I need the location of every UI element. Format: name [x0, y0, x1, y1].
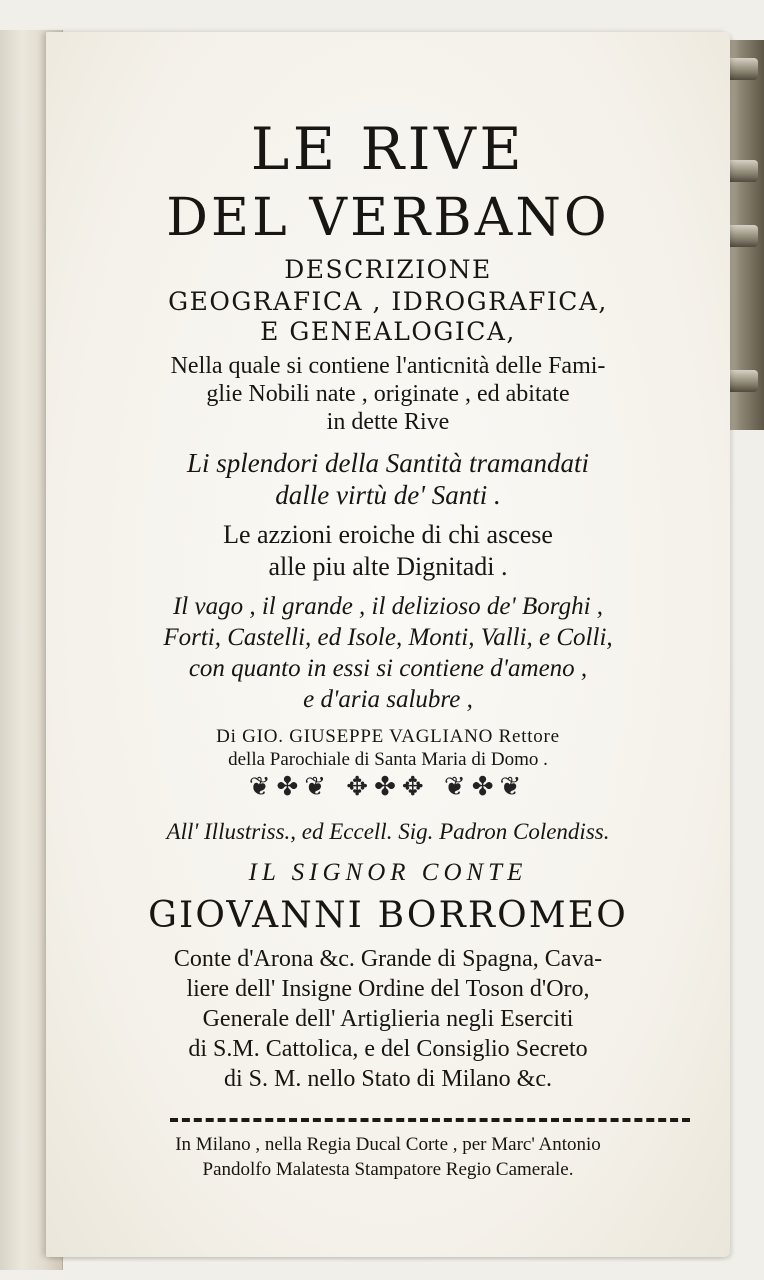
ornament-band: ❦✤❦ ✥✤✥ ❦✤❦	[248, 772, 528, 802]
title-line-2: DEL VERBANO	[166, 188, 610, 248]
dedicatee-name: GIOVANNI BORROMEO	[148, 895, 628, 936]
places-line-1: Il vago , il grande , il delizioso de' Borghi ,	[172, 593, 604, 620]
titles-line-5: di S. M. nello Stato di Milano &c.	[224, 1066, 552, 1092]
author-line-1: Di GIO. GIUSEPPE VAGLIANO Rettore	[216, 726, 560, 747]
actions-line-2: alle piu alte Dignitadi .	[268, 552, 508, 581]
places-line-3: con quanto in essi si contiene d'ameno ,	[188, 655, 588, 682]
subtitle-line-3: E GENEALOGICA,	[260, 317, 516, 346]
title-line-1: LE RIVE	[250, 115, 526, 183]
saints-line-1: Li splendori della Santità tramandati	[186, 448, 590, 478]
subtitle-line-2: GEOGRAFICA , IDROGRAFICA,	[168, 287, 608, 316]
title-page	[46, 32, 730, 1257]
dedication-line-1: All' Illustriss., ed Eccell. Sig. Padron Colendiss.	[166, 819, 610, 844]
subtitle-line-1: DESCRIZIONE	[284, 255, 492, 284]
divider-rule	[170, 1118, 690, 1122]
description-line-3: in dette Rive	[326, 409, 450, 435]
titles-line-4: di S.M. Cattolica, e del Consiglio Secreto	[188, 1036, 588, 1062]
description-line-2: glie Nobili nate , originate , ed abitate	[206, 381, 570, 407]
actions-line-1: Le azzioni eroiche di chi ascese	[223, 520, 553, 549]
places-line-4: e d'aria salubre ,	[303, 686, 473, 713]
titles-line-1: Conte d'Arona &c. Grande di Spagna, Cava-	[173, 946, 603, 972]
titles-line-3: Generale dell' Artiglieria negli Eserciti	[202, 1006, 574, 1032]
places-line-2: Forti, Castelli, ed Isole, Monti, Valli, e Colli,	[163, 624, 613, 651]
saints-line-2: dalle virtù de' Santi .	[275, 480, 501, 510]
imprint-line-2: Pandolfo Malatesta Stampatore Regio Camerale.	[202, 1159, 574, 1180]
author-line-2: della Parochiale di Santa Maria di Domo .	[228, 749, 548, 770]
titles-line-2: liere dell' Insigne Ordine del Toson d'Oro,	[186, 976, 590, 1002]
imprint-line-1: In Milano , nella Regia Ducal Corte , per Marc' Antonio	[175, 1134, 601, 1155]
description-line-1: Nella quale si contiene l'anticnità delle Fami-	[170, 353, 606, 379]
dedication-line-2: IL SIGNOR CONTE	[248, 859, 528, 886]
